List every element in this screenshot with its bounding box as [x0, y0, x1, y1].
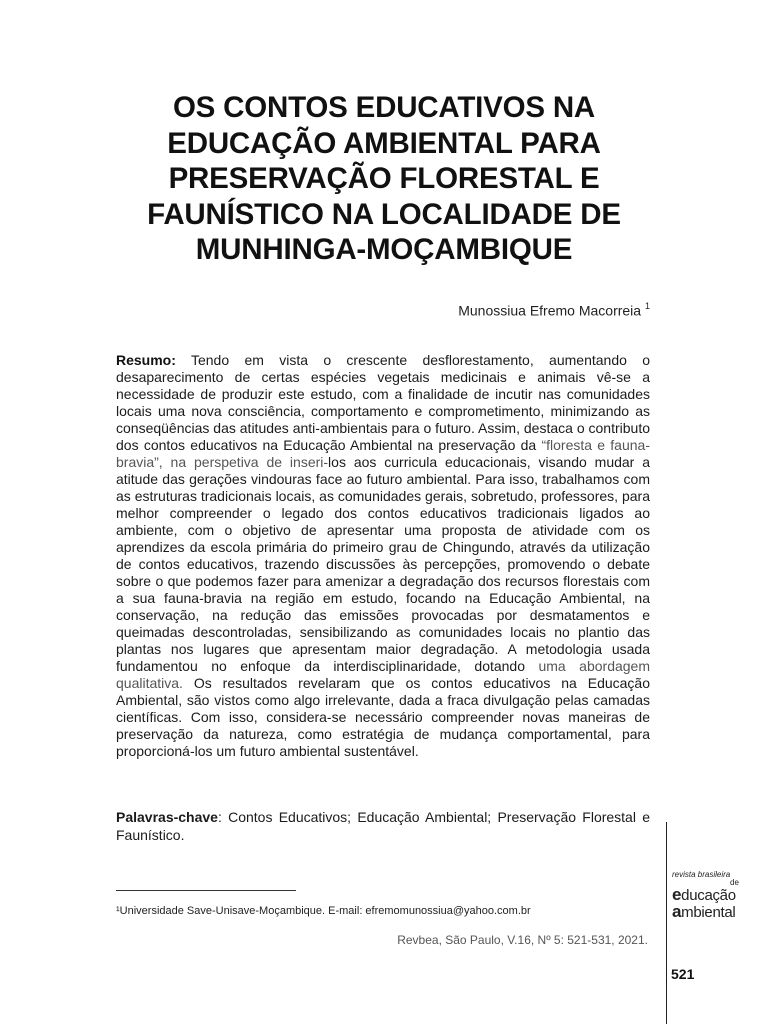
journal-logo [672, 870, 762, 921]
logo-line-1: revista brasileira [672, 870, 731, 879]
abstract-text: Tendo em vista o crescente desflorestamento, aumentando o desaparecimento de certas espécies vegetais medicinais e animais vê-se a necessidade de produzir este estudo, com a finalidade de incutir nas comunidades locais uma nova consciência, comportamento e comprometimento, minimizando as conseqüências das atitudes anti-ambientais para o futuro. Assim, destaca o contributo dos contos educativos na Educação Ambiental na preservação da [116, 352, 651, 453]
logo-initial-a: a [672, 902, 682, 921]
page-number: 521 [671, 966, 695, 982]
author-name: Munossiua Efremo Macorreia [458, 302, 642, 319]
abstract-method-phrase: uma abordagem qualitativa. [116, 658, 651, 691]
journal-citation: Revbea, São Paulo, V.16, Nº 5: 521-531, 2021. [397, 933, 648, 947]
author-line [458, 302, 650, 319]
title-line: EDUCAÇÃO AMBIENTAL PARA [167, 126, 601, 160]
title-line: MUNHINGA-MOÇAMBIQUE [195, 233, 573, 266]
footnote: ¹Universidade Save-Unisave-Moçambique. E-mail: efremomunossiua@yahoo.com.br [116, 905, 531, 917]
logo-line-2: de [730, 878, 739, 887]
keywords-text: : Contos Educativos; Educação Ambiental; Preservação Florestal e Faunístico. [116, 809, 650, 843]
abstract-text: Os resultados revelaram que os contos educativos na Educação Ambiental, são vistos como algo irrelevante, dada a fraca divulgação pelas camadas científicas. Com isso, considera-se necessário compreender novas maneiras de preservação da natureza, como estratégia de mudança comportamental, para proporcioná-los um futuro ambiental sustentável. [116, 675, 651, 759]
footnote-divider [116, 890, 296, 891]
keywords [116, 808, 650, 844]
title-line: FAUNÍSTICO NA LOCALIDADE DE [147, 197, 621, 231]
logo-line-4 [672, 904, 762, 921]
margin-divider [666, 822, 667, 1024]
logo-word-rest: ducação [681, 887, 736, 904]
abstract [116, 352, 650, 760]
author-footnote-marker: 1 [644, 301, 650, 311]
abstract-label: Resumo: [116, 352, 176, 368]
keywords-label: Palavras-chave [116, 809, 218, 825]
article-title [110, 90, 658, 268]
abstract-text: los aos curricula educacionais, visando mudar a atitude das gerações vindouras face ao futuro ambiental. Para isso, trabalhamos com as estruturas tradicionais locais, as comunidades gerais, sobretudo, professores, para melhor compreender o legado dos contos educativos tradicionais ligados ao ambiente, com o objetivo de apresentar uma proposta de atividade com os aprendizes da escola primária do primeiro grau de Chingundo, através da utilização de contos educativos, trazendo discussões às percepções, promovendo o debate sobre o que podemos fazer para amenizar a degradação dos recursos florestais com a sua fauna-bravia na região em estudo, focando na Educação Ambiental, na conservação, na redução das emissões provocadas por desmatamentos e queimadas descontroladas, sensibilizando as comunidades locais no plantio das plantas nos lugares que apresentam maior degradação. A metodologia usada fundamentou no enfoque da interdisciplinaridade, dotando [116, 454, 650, 674]
logo-line-3 [672, 887, 762, 904]
abstract-quoted-term: “floresta e fauna-bravia”, na perspetiva de inseri- [116, 437, 650, 470]
logo-initial-e: e [672, 885, 682, 904]
title-line: OS CONTOS EDUCATIVOS NA [172, 91, 596, 124]
logo-word-rest: mbiental [681, 904, 736, 921]
title-line: PRESERVAÇÃO FLORESTAL E [168, 162, 600, 195]
